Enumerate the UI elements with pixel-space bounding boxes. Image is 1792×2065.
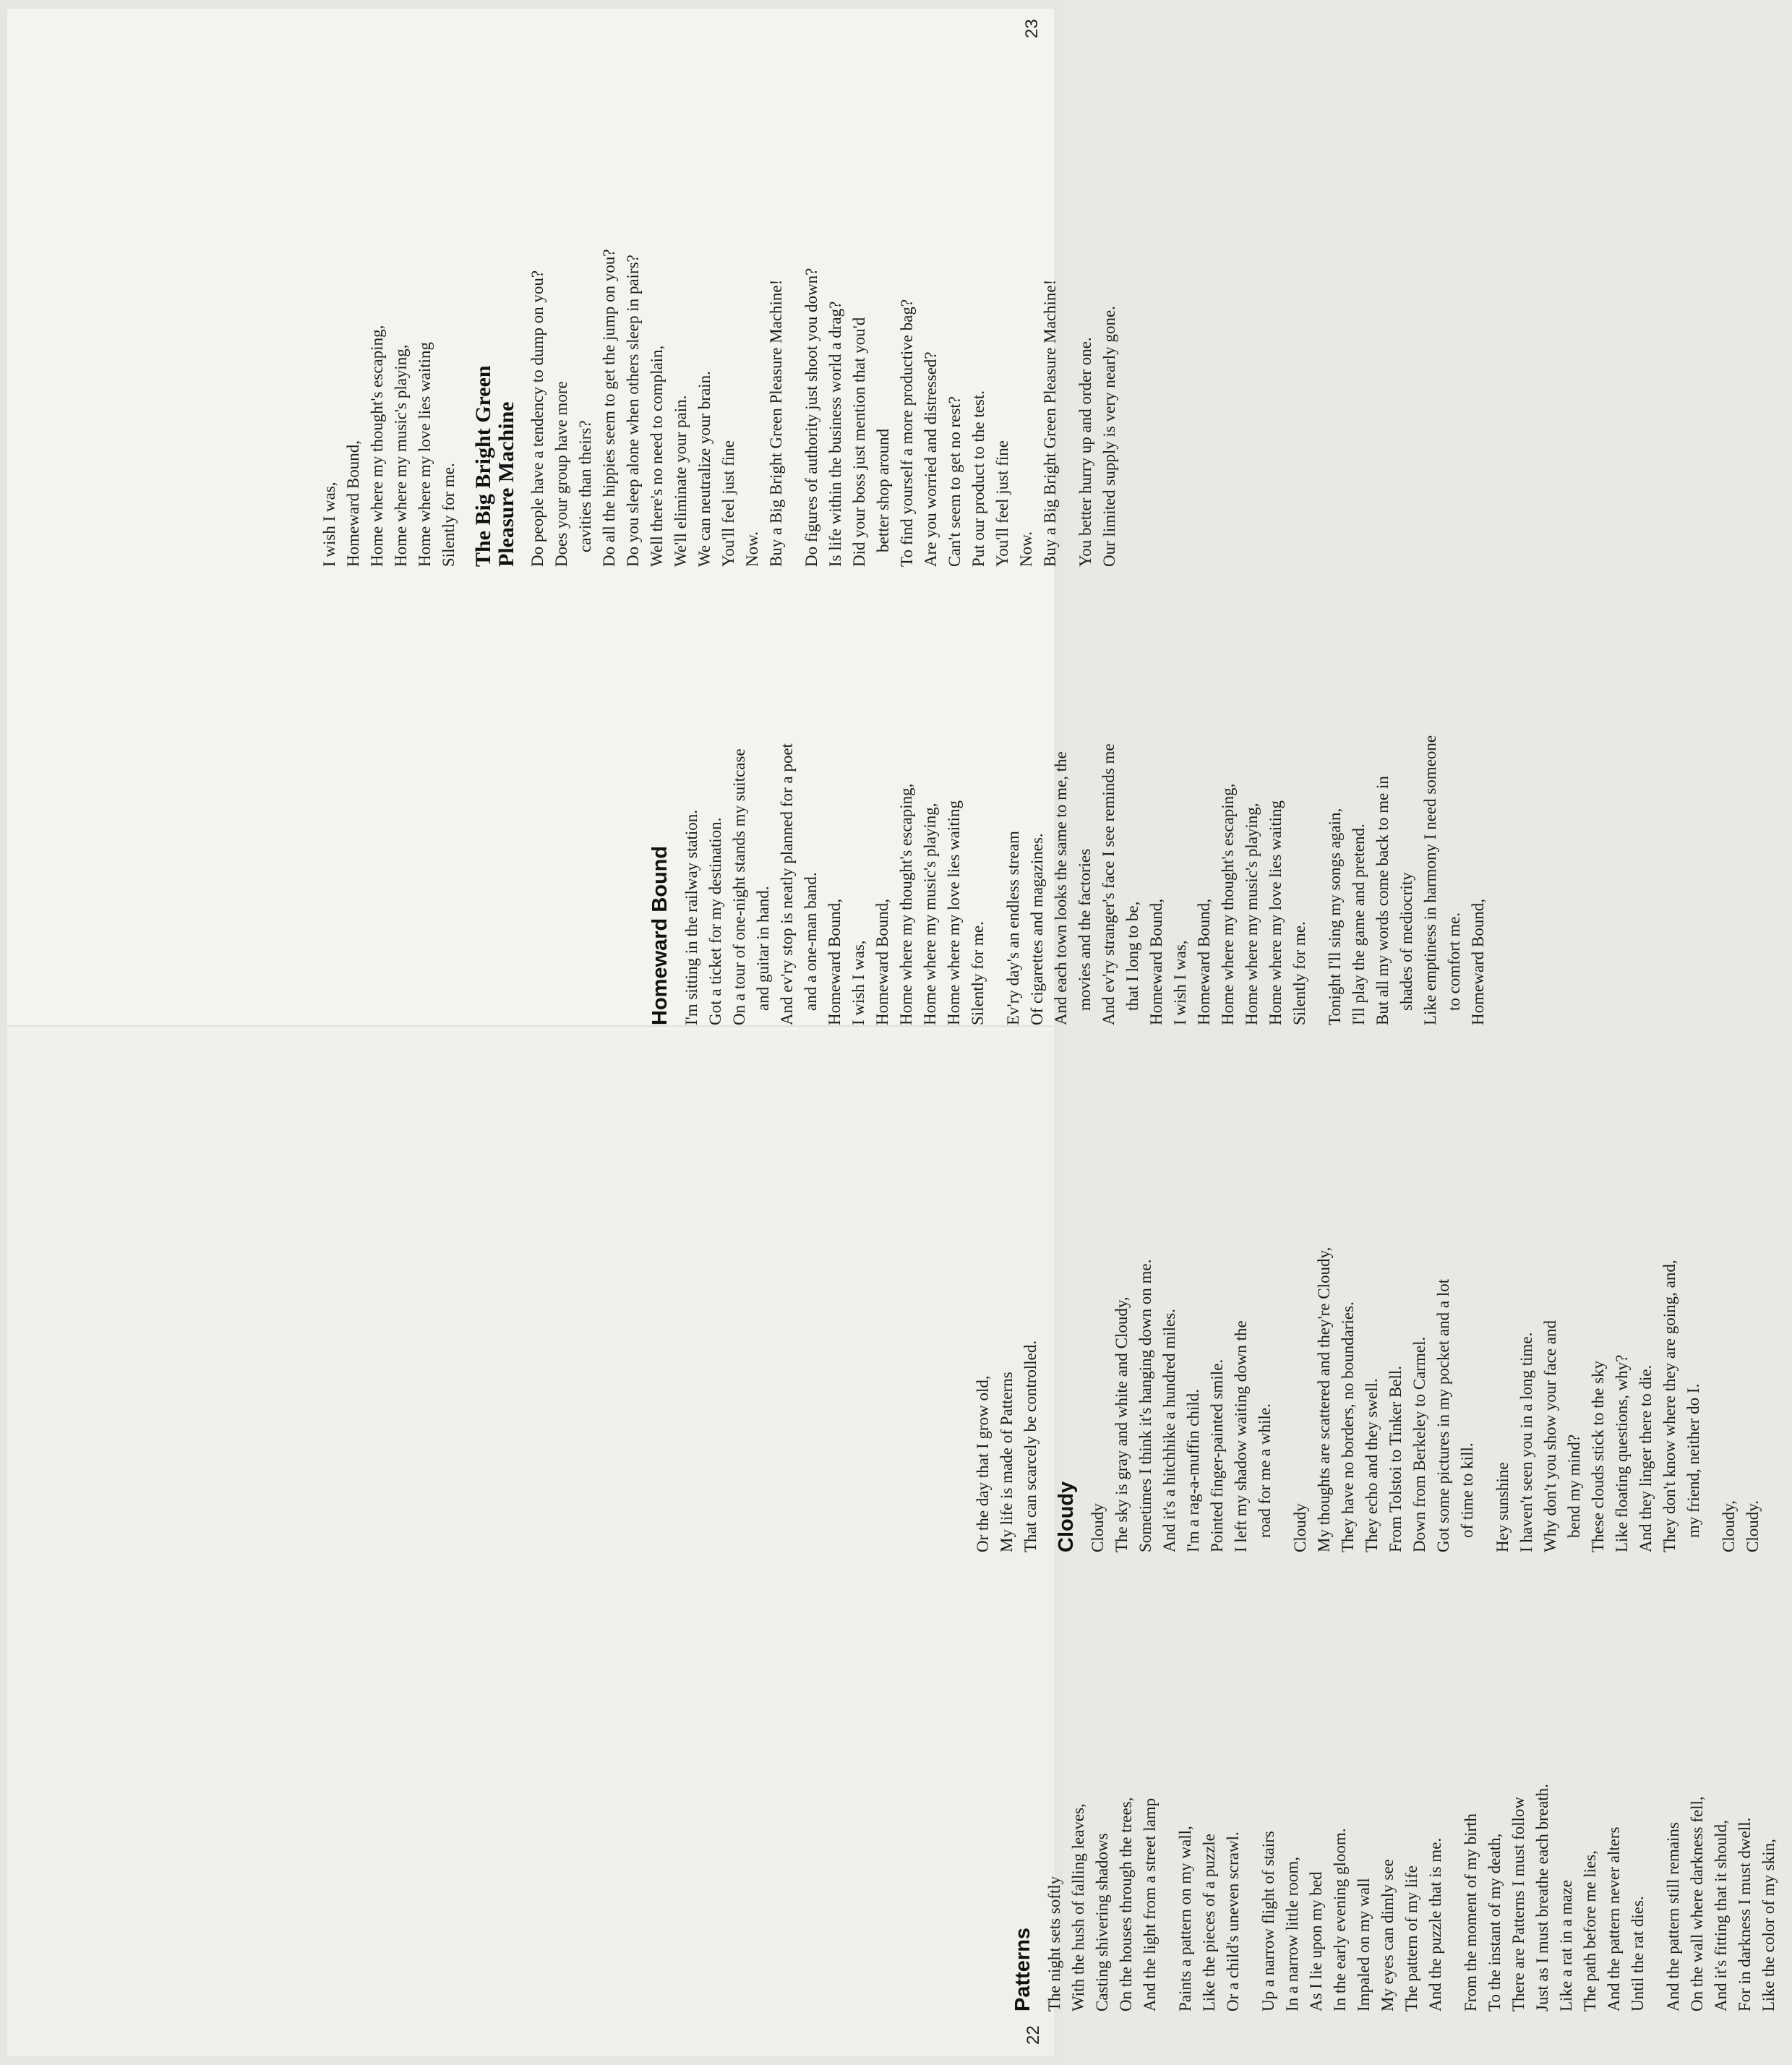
stanza (526, 249, 788, 567)
verse-line: of time to kill. (1458, 1442, 1476, 1538)
verse-line: Or the day that I grow old, (974, 1375, 992, 1552)
poem-title (648, 735, 672, 1025)
verse-line: Homeward Bound, (826, 898, 844, 1025)
verse-line: To the instant of my death, (1486, 1833, 1504, 2011)
verse-line: shades of mediocrity (1397, 872, 1415, 1011)
verse-line: Or a child's uneven scrawl. (1224, 1831, 1242, 2011)
verse-line: bend my mind? (1565, 1434, 1583, 1538)
verse-line: and guitar in hand. (754, 886, 772, 1011)
verse-line: My life is made of Patterns (998, 1372, 1016, 1552)
verse-line: I left my shadow waiting down the (1232, 1320, 1250, 1552)
verse-line: Buy a Big Bright Green Pleasure Machine! (767, 279, 785, 567)
poem-title-line: Patterns (1011, 1927, 1034, 2011)
verse-line: I'm sitting in the railway station. (682, 810, 700, 1025)
verse-line: In the early evening gloom. (1331, 1828, 1349, 2011)
verse-line: Home where my love lies waiting (945, 800, 963, 1025)
column-patterns (1011, 1784, 1792, 2011)
poem-title-line: Homeward Bound (648, 845, 672, 1025)
verse-line: and a one-man band. (802, 872, 820, 1011)
verse-line: These clouds stick to the sky (1589, 1360, 1607, 1552)
verse-line: Like the color of my skin, (1759, 1839, 1778, 2011)
verse-line: And the pattern still remains (1664, 1822, 1682, 2011)
stanza (1173, 1784, 1245, 2011)
verse-line: Up a narrow flight of stairs (1259, 1831, 1277, 2011)
verse-line: Hey sunshine (1493, 1462, 1512, 1552)
stanza (1661, 1784, 1780, 2011)
verse-line: better shop around (874, 428, 892, 552)
verse-line: Tonight I'll sing my songs again, (1326, 808, 1344, 1025)
stanza (1073, 249, 1121, 567)
verse-line: to comfort me. (1445, 912, 1463, 1011)
verse-line: I wish I was, (1171, 940, 1189, 1025)
verse-line: There are Patterns I must follow (1509, 1797, 1527, 2011)
verse-line: Casting shivering shadows (1093, 1833, 1111, 2011)
verse-line: Home where my love lies waiting (1266, 800, 1285, 1025)
verse-line: The night sets softly (1045, 1876, 1063, 2011)
verse-line: I'll play the game and pretend. (1350, 824, 1368, 1025)
verse-line: Got some pictures in my pocket and a lot (1434, 1278, 1452, 1552)
stanza (1491, 1247, 1705, 1552)
poem-title-line: Pleasure Machine (494, 401, 518, 567)
verse-line: Home where my thought's escaping, (368, 325, 386, 567)
verse-line: that I long to be, (1123, 901, 1141, 1011)
verse-line: Are you worried and distressed? (922, 351, 940, 567)
verse-line: Does your group have more (552, 381, 570, 567)
stanza (679, 735, 990, 1025)
verse-line: That can scarcely be controlled. (1021, 1340, 1039, 1552)
verse-line: Homeward Bound, (1195, 898, 1213, 1025)
verse-line: From Tolstoi to Tinker Bell. (1386, 1365, 1405, 1552)
verse-line: Like the pieces of a puzzle (1200, 1834, 1218, 2011)
verse-line: I haven't seen you in a long time. (1517, 1332, 1535, 1552)
verse-line: Got a ticket for my destination. (706, 817, 724, 1025)
poem-title-line: The Big Bright Green (471, 365, 495, 567)
stanza (971, 1247, 1042, 1552)
verse-line: The sky is gray and white and Cloudy, (1113, 1296, 1131, 1552)
verse-line: And each town looks the same to me, the (1052, 751, 1070, 1025)
verse-line: Home where my music's playing, (921, 803, 939, 1025)
verse-line: Did your boss just mention that you'd (850, 317, 868, 567)
verse-line: They echo and they swell. (1363, 1378, 1381, 1552)
verse-line: Silently for me. (969, 921, 987, 1025)
verse-line: Silently for me. (440, 463, 458, 567)
verse-line: road for me a while. (1256, 1403, 1274, 1538)
verse-line: And ev'ry stranger's face I see reminds me (1099, 743, 1118, 1025)
verse-line: Can't seem to get no rest? (946, 396, 964, 567)
verse-line: They don't know where they are going, and, (1660, 1260, 1679, 1552)
verse-line: Like a rat in a maze (1557, 1880, 1575, 2011)
verse-line: You'll feel just fine (719, 440, 737, 567)
column-green-pleasure-machine (317, 249, 1133, 567)
verse-line: And it's fitting that it should, (1712, 1820, 1730, 2011)
verse-line: Home where my music's playing, (392, 344, 410, 567)
verse-line: On the houses through the trees, (1117, 1797, 1135, 2011)
verse-line: You'll feel just fine (993, 440, 1011, 567)
stanza (1256, 1784, 1447, 2011)
column-homeward-bound (648, 735, 1501, 1025)
verse-line: I wish I was, (849, 940, 867, 1025)
verse-line: Our limited supply is very nearly gone. (1100, 306, 1118, 567)
verse-line: And the pattern never alters (1605, 1826, 1623, 2011)
verse-line: Now. (1017, 531, 1035, 567)
verse-line: I'm a rag-a-muffin child. (1184, 1389, 1202, 1552)
verse-line: The path before me lies, (1581, 1850, 1599, 2011)
verse-line: my friend, neither do I. (1684, 1383, 1702, 1538)
poem-title (1054, 1247, 1079, 1552)
verse-line: Put our product to the test. (969, 390, 987, 567)
poem-title (472, 249, 518, 567)
verse-line: Homeward Bound, (873, 898, 891, 1025)
stanza (1717, 1247, 1765, 1552)
verse-line: Paints a pattern on my wall, (1176, 1826, 1194, 2011)
verse-line: Ev'ry day's an endless stream (1004, 831, 1022, 1025)
verse-line: Now. (743, 531, 761, 567)
verse-line: On the wall where darkness fell, (1688, 1796, 1706, 2011)
verse-line: From the moment of my birth (1462, 1813, 1480, 2011)
verse-line: Buy a Big Bright Green Pleasure Machine! (1041, 279, 1059, 567)
verse-line: I wish I was, (320, 482, 338, 567)
verse-line: Home where my thought's escaping, (1219, 783, 1237, 1025)
verse-line: Well there's no need to complain, (648, 345, 666, 567)
verse-line: Homeward Bound, (344, 440, 362, 567)
verse-line: Cloudy. (1744, 1500, 1762, 1552)
verse-line: And the light from a street lamp (1141, 1797, 1159, 2011)
verse-line: They have no borders, no boundaries. (1339, 1301, 1357, 1552)
verse-line: Sometimes I think it's hanging down on me. (1136, 1259, 1154, 1552)
verse-line: We can neutralize your brain. (695, 371, 713, 567)
poem-title-line: Cloudy (1055, 1481, 1078, 1552)
verse-line: Cloudy (1291, 1503, 1309, 1552)
verse-line: Do all the hippies seem to get the jump on you? (600, 249, 618, 567)
stanza (1323, 735, 1490, 1025)
verse-line: You better hurry up and order one. (1076, 337, 1094, 567)
stanza (799, 249, 1062, 567)
verse-line: And ev'ry stop is neatly planned for a poet (778, 743, 796, 1025)
verse-line: And the puzzle that is me. (1426, 1837, 1444, 2011)
verse-line: movies and the factories (1076, 848, 1094, 1011)
verse-line: In a narrow little room, (1283, 1857, 1301, 2011)
verse-line: And it's a hitchhike a hundred miles. (1160, 1309, 1178, 1552)
verse-line: Silently for me. (1290, 921, 1308, 1025)
verse-line: The pattern of my life (1402, 1865, 1420, 2011)
verse-line: Of cigarettes and magazines. (1028, 833, 1046, 1025)
stanza (1288, 1247, 1479, 1552)
verse-line: On a tour of one-night stands my suitcase (730, 748, 748, 1025)
verse-line: Like floating questions, why? (1613, 1354, 1631, 1552)
verse-line: Like emptiness in harmony I need someone (1421, 735, 1439, 1025)
stanza (1001, 735, 1311, 1025)
page-number-right: 23 (1022, 19, 1042, 38)
verse-line: For in darkness I must dwell. (1736, 1817, 1754, 2011)
verse-line: Homeward Bound, (1469, 898, 1487, 1025)
verse-line: Homeward Bound, (1147, 898, 1165, 1025)
stanza (1459, 1784, 1650, 2011)
verse-line: To find yourself a more productive bag? (898, 299, 916, 567)
verse-line: Just as I must breathe each breath. (1533, 1784, 1551, 2011)
stanza (1042, 1784, 1162, 2011)
page-number-left: 22 (1024, 2025, 1043, 2045)
verse-line: Do you sleep alone when others sleep in pairs? (624, 255, 642, 567)
verse-line: As I lie upon my bed (1307, 1871, 1325, 2011)
verse-line: But all my words come back to me in (1373, 776, 1392, 1025)
verse-line: Home where my music's playing, (1243, 803, 1261, 1025)
verse-line: And they linger there to die. (1637, 1364, 1655, 1552)
stanza (1086, 1247, 1277, 1552)
stanza (317, 249, 460, 567)
verse-line: We'll eliminate your pain. (672, 395, 690, 567)
verse-line: Do figures of authority just shoot you down? (802, 268, 820, 567)
verse-line: Pointed finger-painted smile. (1208, 1359, 1226, 1552)
verse-line: Cloudy (1089, 1503, 1107, 1552)
verse-line: Until the rat dies. (1629, 1896, 1647, 2011)
verse-line: Home where my thought's escaping, (897, 783, 915, 1025)
verse-line: Is life within the business world a drag? (826, 301, 844, 567)
verse-line: Impaled on my wall (1355, 1878, 1373, 2011)
verse-line: Do people have a tendency to dump on you? (528, 270, 546, 567)
verse-line: Home where my love lies waiting (416, 341, 434, 567)
verse-line: Down from Berkeley to Carmel. (1410, 1336, 1428, 1552)
verse-line: With the hush of falling leaves, (1069, 1803, 1087, 2011)
poem-title (1011, 1784, 1035, 2011)
column-cloudy (971, 1247, 1776, 1552)
verse-line: My thoughts are scattered and they're Cloudy, (1315, 1247, 1333, 1552)
verse-line: Why don't you show your face and (1541, 1320, 1559, 1552)
verse-line: cavities than theirs? (576, 420, 594, 552)
verse-line: Cloudy, (1720, 1500, 1738, 1552)
verse-line: My eyes can dimly see (1379, 1859, 1397, 2011)
